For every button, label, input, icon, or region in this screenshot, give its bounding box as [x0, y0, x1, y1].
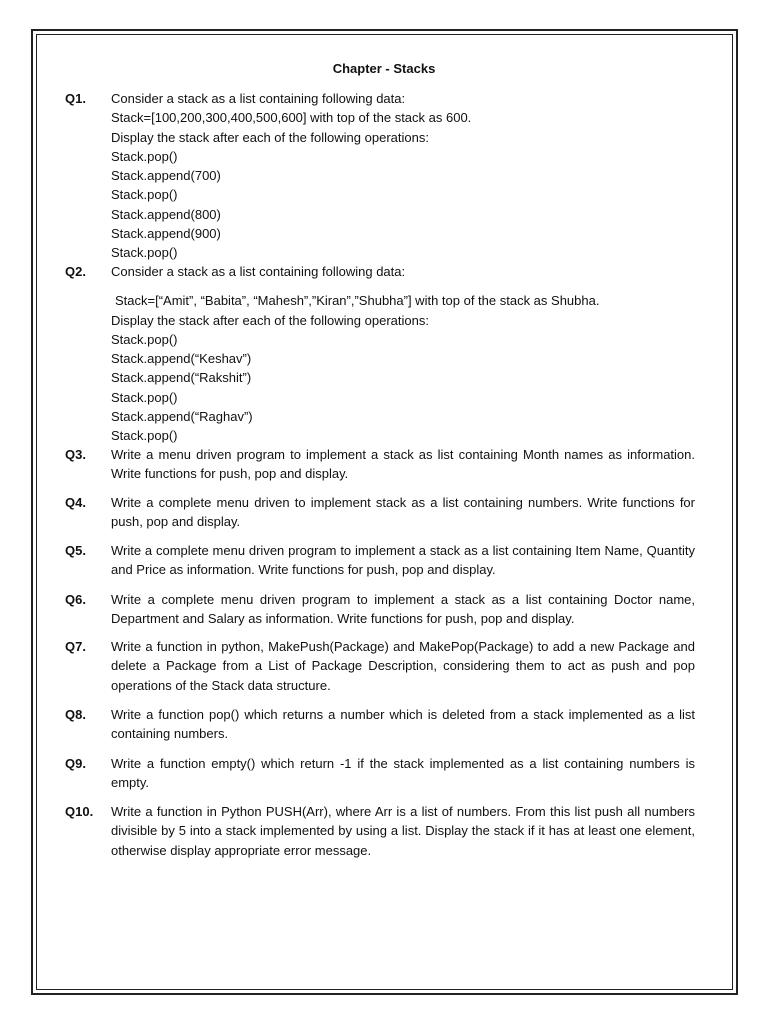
question-4: [65, 493, 695, 532]
code-line: Stack.pop(): [111, 389, 178, 405]
question-text: Write a complete menu driven to implement stack as a list containing numbers. Write functions for push, pop and display.: [111, 495, 695, 530]
code-line: Stack.append(“Rakshit”): [111, 370, 252, 386]
question-text: Write a complete menu driven program to implement a stack as a list containing Item Name, Quantity and Price as information. Write functions for push, pop and display.: [111, 543, 695, 578]
code-line: Stack.pop(): [111, 148, 178, 164]
question-1: [65, 89, 695, 263]
page-title: Chapter - Stacks: [332, 61, 436, 76]
question-7: [65, 637, 695, 695]
question-text: Write a function empty() which return -1 if the stack implemented as a list containing numbers is empty.: [111, 756, 695, 791]
question-number: Q7.: [65, 639, 86, 654]
question-number: Q8.: [65, 707, 86, 722]
question-10: [65, 802, 695, 860]
question-5: [65, 541, 695, 580]
question-number: Q6.: [65, 592, 86, 607]
question-text: Write a function pop() which returns a number which is deleted from a stack implemented as a list containing numbers.: [111, 707, 695, 742]
question-6: [65, 590, 695, 629]
code-line: Stack.pop(): [111, 428, 178, 444]
question-text: Write a function in Python PUSH(Arr), where Arr is a list of numbers. From this list push all numbers divisible by 5 into a stack implemented by using a list. Display the stack if it has at least one element, otherwise display appropriate error message.: [111, 804, 695, 858]
code-line: Stack.append(800): [111, 206, 221, 222]
question-number: Q5.: [65, 543, 86, 558]
code-line: Stack.pop(): [111, 187, 178, 203]
question-line: Display the stack after each of the following operations:: [111, 312, 429, 328]
code-line: Stack.pop(): [111, 245, 178, 261]
question-number: Q4.: [65, 495, 86, 510]
question-number: Q10.: [65, 804, 94, 819]
question-number: Q1.: [65, 91, 86, 106]
question-body: [111, 89, 695, 263]
code-line: Stack.pop(): [111, 331, 178, 347]
code-line: Stack.append(“Keshav”): [111, 351, 252, 367]
question-2: [65, 262, 695, 446]
question-9: [65, 754, 695, 793]
question-3: [65, 445, 695, 484]
question-body: [111, 262, 695, 446]
question-line: Consider a stack as a list containing following data:: [111, 264, 406, 279]
question-line: Display the stack after each of the following operations:: [111, 129, 429, 145]
code-line: Stack.append(“Raghav”): [111, 409, 253, 425]
question-line: Stack=[“Amit”, “Babita”, “Mahesh”,”Kiran”,”Shubha”] with top of the stack as Shubha.: [115, 293, 600, 309]
question-8: [65, 705, 695, 744]
question-number: Q9.: [65, 756, 86, 771]
question-text: Write a menu driven program to implement a stack as list containing Month names as information. Write functions for push, pop and display.: [111, 447, 695, 482]
question-text: Write a complete menu driven program to implement a stack as a list containing Doctor name, Department and Salary as information. Write functions for push, pop and display.: [111, 592, 695, 627]
question-line: Stack=[100,200,300,400,500,600] with top of the stack as 600.: [111, 110, 472, 126]
question-line: Consider a stack as a list containing following data:: [111, 91, 406, 106]
code-line: Stack.append(900): [111, 226, 221, 242]
question-number: Q2.: [65, 264, 86, 279]
code-line: Stack.append(700): [111, 168, 221, 184]
question-text: Write a function in python, MakePush(Package) and MakePop(Package) to add a new Package and delete a Package from a List of Package Description, considering them to act as push and pop operations of the Stack data structure.: [111, 639, 695, 693]
question-number: Q3.: [65, 447, 86, 462]
